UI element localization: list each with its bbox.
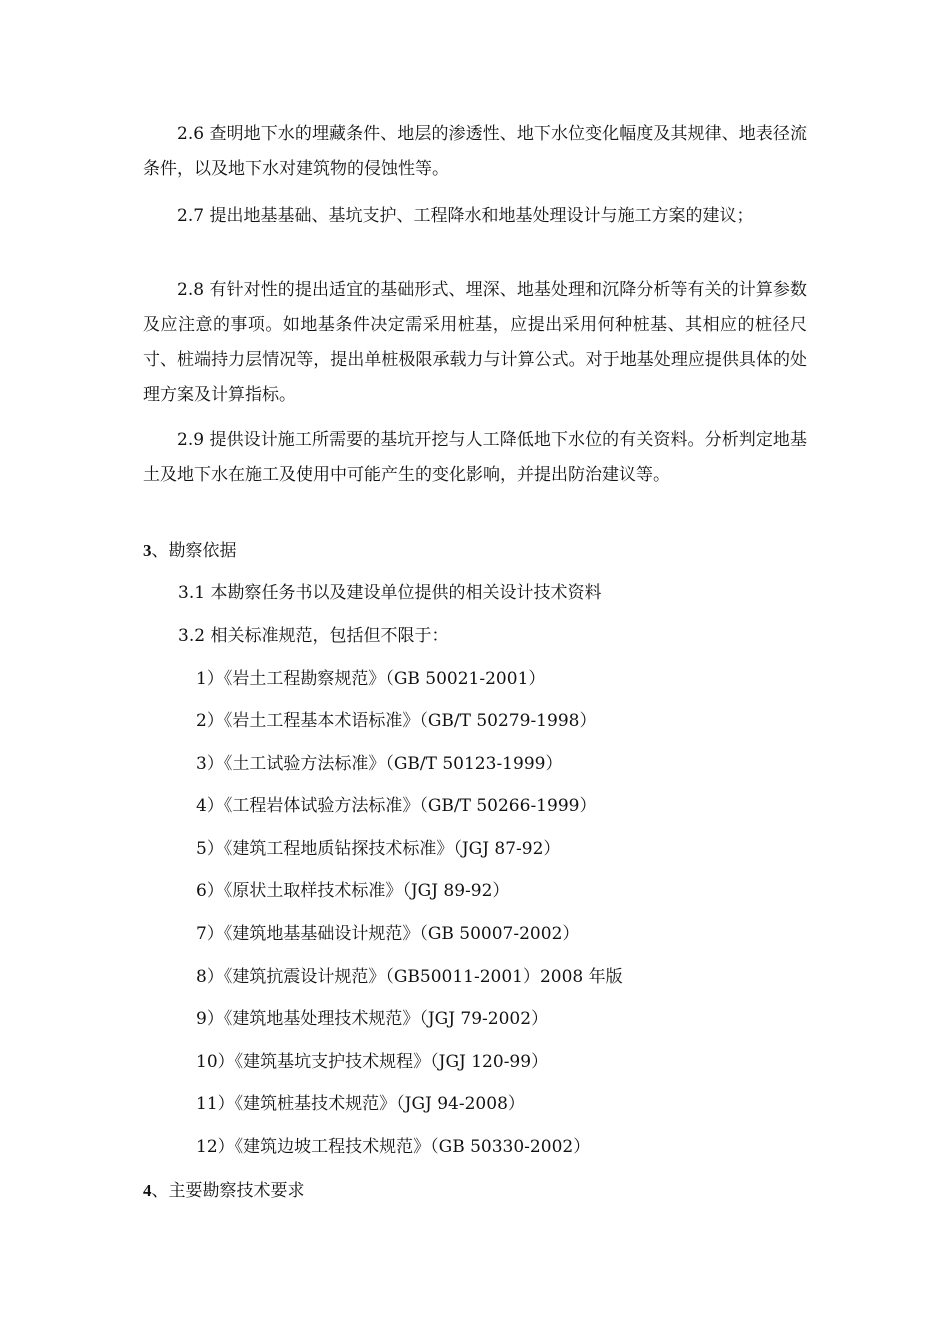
paragraph-2-8: 2.8 有针对性的提出适宜的基础形式、埋深、地基处理和沉降分析等有关的计算参数及应注意的事项。如地基条件决定需采用桩基，应提出采用何种桩基、其相应的桩径尺寸、桩端持力层情况等，提出单桩极限承载力与计算公式。对于地基处理应提供具体的处理方案及计算指标。	[143, 280, 807, 405]
item-3-1: 3.1 本勘察任务书以及建设单位提供的相关设计技术资料	[178, 583, 602, 603]
paragraph-2-9: 2.9 提供设计施工所需要的基坑开挖与人工降低地下水位的有关资料。分析判定地基土及地下水在施工及使用中可能产生的变化影响，并提出防治建议等。	[143, 430, 807, 485]
section-3-number: 3	[143, 541, 152, 560]
reference-item: 3）《土工试验方法标准》（GB/T 50123-1999）	[196, 754, 563, 774]
reference-item: 7）《建筑地基基础设计规范》（GB 50007-2002）	[196, 924, 580, 944]
reference-item: 6）《原状土取样技术标准》（JGJ 89-92）	[196, 881, 510, 901]
item-3-2: 3.2 相关标准规范，包括但不限于：	[178, 626, 449, 646]
reference-item: 2）《岩土工程基本术语标准》（GB/T 50279-1998）	[196, 711, 597, 731]
reference-item: 8）《建筑抗震设计规范》（GB50011-2001）2008 年版	[196, 967, 623, 987]
section-4-title: 、主要勘察技术要求	[151, 1181, 305, 1201]
reference-item: 4）《工程岩体试验方法标准》（GB/T 50266-1999）	[196, 796, 597, 816]
reference-item: 9）《建筑地基处理技术规范》（JGJ 79-2002）	[196, 1009, 549, 1029]
reference-item: 10）《建筑基坑支护技术规程》（JGJ 120-99）	[196, 1052, 549, 1072]
section-4-number: 4	[143, 1181, 152, 1200]
reference-item: 12）《建筑边坡工程技术规范》（GB 50330-2002）	[196, 1137, 591, 1157]
paragraph-2-6: 2.6 查明地下水的埋藏条件、地层的渗透性、地下水位变化幅度及其规律、地表径流条件，以及地下水对建筑物的侵蚀性等。	[143, 124, 807, 179]
section-4-heading	[143, 1173, 305, 1209]
reference-item: 11）《建筑桩基技术规范》（JGJ 94-2008）	[196, 1094, 525, 1114]
paragraph-2-7: 2.7 提出地基基础、基坑支护、工程降水和地基处理设计与施工方案的建议；	[177, 206, 754, 226]
section-3-heading	[143, 533, 237, 569]
reference-item: 1）《岩土工程勘察规范》（GB 50021-2001）	[196, 669, 546, 689]
reference-item: 5）《建筑工程地质钻探技术标准》（JGJ 87-92）	[196, 839, 561, 859]
section-3-title: 、勘察依据	[151, 541, 237, 561]
